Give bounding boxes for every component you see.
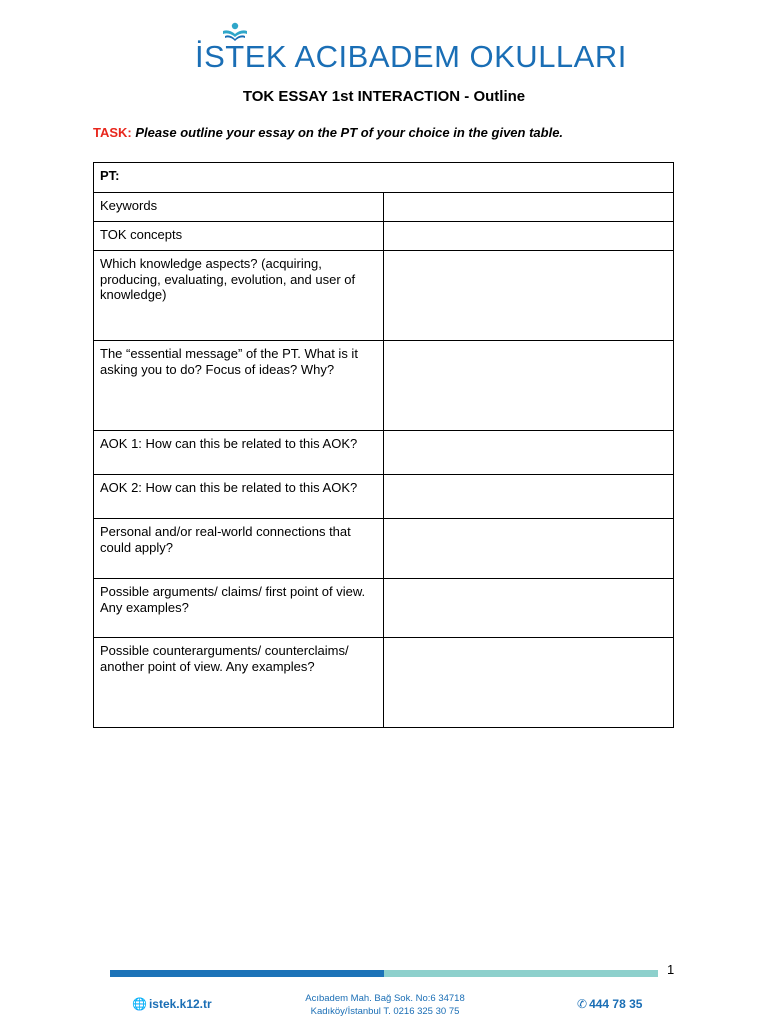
footer-bar-teal (384, 970, 658, 977)
pt-row (94, 163, 674, 193)
table-row (94, 431, 674, 475)
row-answer-cell[interactable] (384, 341, 674, 431)
phone-icon: ✆ (577, 997, 588, 1011)
table-row (94, 222, 674, 251)
table-row (94, 475, 674, 519)
row-question: AOK 2: How can this be related to this AOK? (94, 475, 384, 519)
table-row (94, 341, 674, 431)
row-answer-cell[interactable] (384, 193, 674, 222)
website-text: istek.k12.tr (148, 997, 212, 1011)
table-row (94, 638, 674, 728)
pt-cell[interactable]: PT: (94, 163, 674, 193)
row-question: Keywords (94, 193, 384, 222)
globe-icon: 🌐 (132, 997, 147, 1011)
row-question: Possible counterarguments/ counterclaims/ another point of view. Any examples? (94, 638, 384, 728)
row-answer-cell[interactable] (384, 475, 674, 519)
row-answer-cell[interactable] (384, 638, 674, 728)
row-question: Possible arguments/ claims/ first point of view. Any examples? (94, 579, 384, 638)
address-line-2: Kadıköy/İstanbul T. 0216 325 30 75 (310, 1006, 460, 1017)
school-logo-text: İSTEK ACIBADEM OKULLARI (195, 39, 627, 74)
table-row (94, 251, 674, 341)
footer-bar-blue (110, 970, 384, 977)
table-row (94, 579, 674, 638)
school-header (0, 18, 768, 74)
row-answer-cell[interactable] (384, 519, 674, 579)
task-instruction (93, 125, 713, 140)
row-question: The “essential message” of the PT. What is it asking you to do? Focus of ideas? Why? (94, 341, 384, 431)
row-answer-cell[interactable] (384, 251, 674, 341)
address-line-1: Acıbadem Mah. Bağ Sok. No:6 34718 (305, 993, 465, 1004)
row-question: AOK 1: How can this be related to this AOK? (94, 431, 384, 475)
page-number: 1 (667, 962, 675, 977)
document-title: TOK ESSAY 1st INTERACTION - Outline (242, 88, 526, 105)
row-answer-cell[interactable] (384, 431, 674, 475)
table-row (94, 519, 674, 579)
footer-phone[interactable] (577, 997, 642, 1011)
phone-text: 444 78 35 (589, 997, 643, 1011)
row-question: Which knowledge aspects? (acquiring, producing, evaluating, evolution, and user of knowledge) (94, 251, 384, 341)
row-question: TOK concepts (94, 222, 384, 251)
footer-address (300, 992, 470, 1018)
task-text: Please outline your essay on the PT of your choice in the given table. (131, 125, 564, 140)
footer-website[interactable] (132, 997, 212, 1011)
task-label: TASK: (93, 125, 132, 140)
row-answer-cell[interactable] (384, 222, 674, 251)
row-answer-cell[interactable] (384, 579, 674, 638)
table-row (94, 193, 674, 222)
essay-outline-table (93, 162, 674, 728)
row-question: Personal and/or real-world connections that could apply? (94, 519, 384, 579)
